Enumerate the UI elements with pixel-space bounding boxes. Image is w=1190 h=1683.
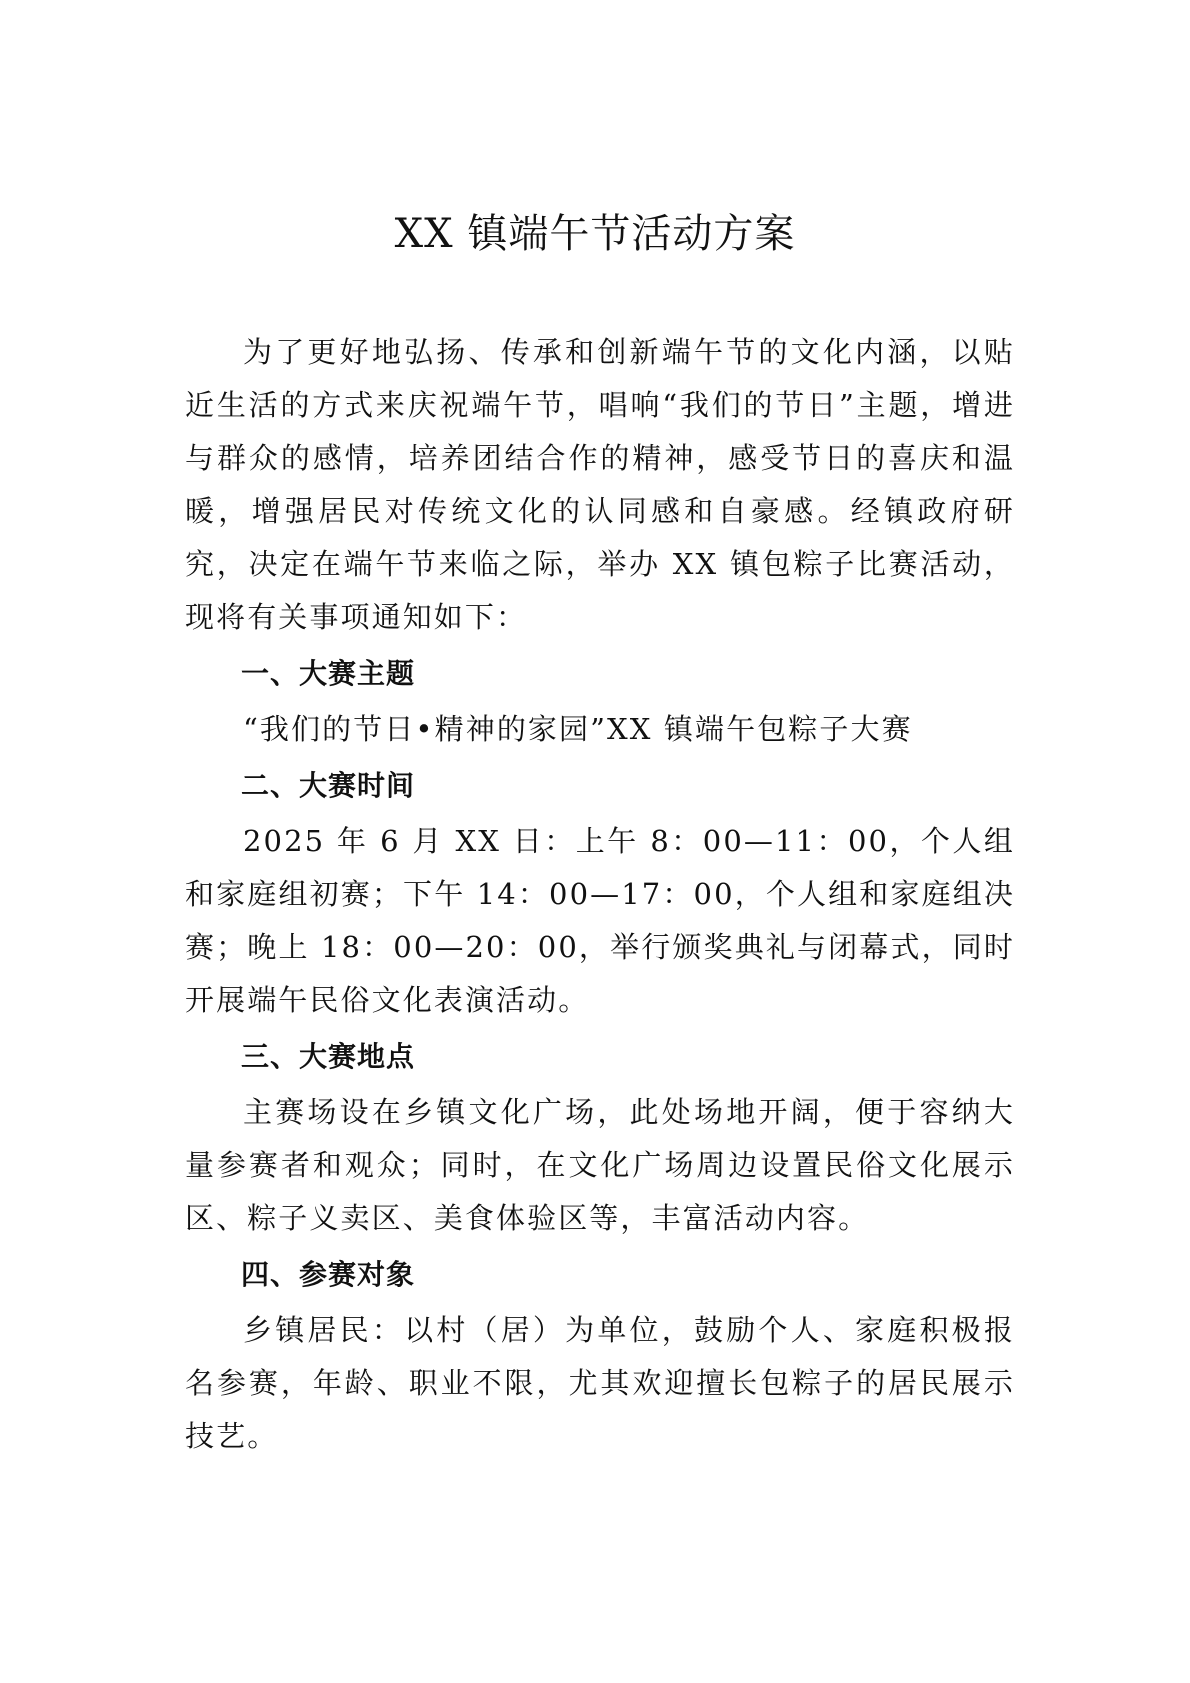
section-body-location: 主赛场设在乡镇文化广场，此处场地开阔，便于容纳大量参赛者和观众；同时，在文化广场周边设置民俗文化展示区、粽子义卖区、美食体验区等，丰富活动内容。 [185,1095,1015,1235]
section-body-theme: “我们的节日•精神的家园”XX 镇端午包粽子大赛 [243,712,913,746]
section-heading-participants: 四、参赛对象 [241,1258,416,1291]
section-body-time: 2025 年 6 月 XX 日：上午 8：00—11：00，个人组和家庭组初赛；下午 14：00—17：00，个人组和家庭组决赛；晚上 18：00—20：00，举行颁奖典礼与闭幕式，同时开展端午民俗文化表演活动。 [185,824,1015,1017]
intro-paragraph: 为了更好地弘扬、传承和创新端午节的文化内涵，以贴近生活的方式来庆祝端午节，唱响“我们的节日”主题，增进与群众的感情，培养团结合作的精神，感受节日的喜庆和温暖，增强居民对传统文化的认同感和自豪感。经镇政府研究，决定在端午节来临之际，举办 XX 镇包粽子比赛活动，现将有关事项通知如下： [185,335,1015,634]
section-heading-location: 三、大赛地点 [241,1040,416,1073]
document-title: XX 镇端午节活动方案 [394,211,796,257]
section-body-participants: 乡镇居民：以村（居）为单位，鼓励个人、家庭积极报名参赛，年龄、职业不限，尤其欢迎擅长包粽子的居民展示技艺。 [185,1313,1015,1453]
section-heading-theme: 一、大赛主题 [241,657,416,690]
section-heading-time: 二、大赛时间 [241,769,416,802]
document-body [185,326,1015,1466]
